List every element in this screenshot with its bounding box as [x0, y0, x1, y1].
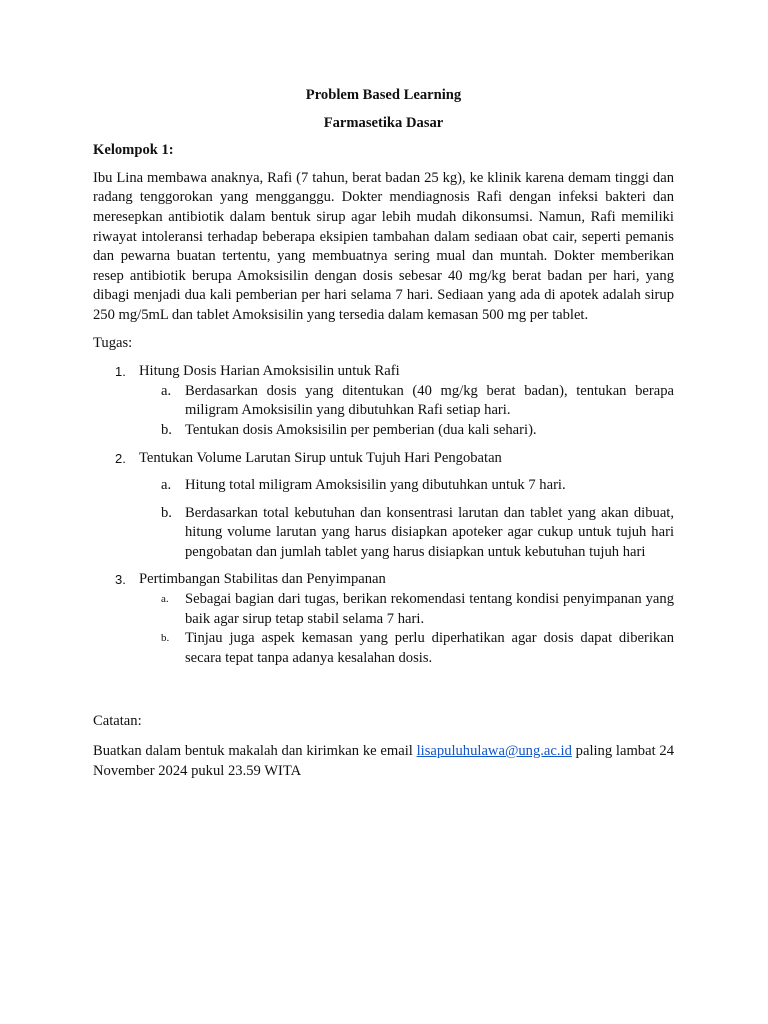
email-link[interactable]: lisapuluhulawa@ung.ac.id — [416, 743, 572, 760]
task-item-2 — [93, 449, 674, 563]
subtask-letter: a. — [161, 382, 172, 399]
subtask-item — [139, 382, 674, 421]
task-text: Hitung Dosis Harian Amoksisilin untuk Rafi — [139, 363, 400, 380]
task-text: Pertimbangan Stabilitas dan Penyimpanan — [139, 571, 386, 588]
subtask-item — [139, 504, 674, 563]
task-item-1 — [93, 362, 674, 440]
subtask-item — [139, 629, 674, 668]
document-title: Problem Based Learning — [305, 87, 462, 103]
subtask-item — [139, 476, 674, 496]
task-number: 2. — [115, 450, 126, 466]
task-item-3 — [93, 570, 674, 668]
subtask-letter: a. — [161, 477, 172, 494]
subtask-text: Hitung total miligram Amoksisilin yang dibutuhkan untuk 7 hari. — [185, 477, 566, 494]
task-number: 3. — [115, 572, 126, 588]
subtask-text: Tinjau juga aspek kemasan yang perlu diperhatikan agar dosis dapat diberikan secara tepat tanpa adanya kesalahan dosis. — [185, 630, 674, 666]
case-paragraph: Ibu Lina membawa anaknya, Rafi (7 tahun, berat badan 25 kg), ke klinik karena demam tinggi dan radang tenggorokan yang mengganggu. Dokter mendiagnosis Rafi dengan infeksi bakteri dan meresepkan antibiotik dalam bentuk sirup agar lebih mudah dikonsumsi. Namun, Rafi memiliki riwayat intoleransi terhadap beberapa eksipien tambahan dalam sediaan obat cair, seperti pemanis dan pewarna buatan tertentu, yang membuatnya sering mual dan muntah. Dokter memberikan resep antibiotik berupa Amoksisilin dengan dosis sebesar 40 mg/kg berat badan per hari, yang dibagi menjadi dua kali pemberian per hari selama 7 hari. Sediaan yang ada di apotek adalah sirup 250 mg/5mL dan tablet Amoksisilin yang tersedia dalam kemasan 500 mg per tablet. — [93, 169, 674, 323]
task-text: Tentukan Volume Larutan Sirup untuk Tujuh Hari Pengobatan — [139, 449, 502, 466]
tasks-label: Tugas: — [93, 334, 133, 351]
instructions-text-before: Buatkan dalam bentuk makalah dan kirimkan ke email — [93, 743, 417, 760]
subtask-item — [139, 590, 674, 629]
subtask-item — [139, 421, 674, 441]
subtask-letter: b. — [161, 632, 170, 645]
subtask-letter: b. — [161, 504, 172, 521]
subtask-letter: b. — [161, 421, 172, 438]
subtask-text: Berdasarkan total kebutuhan dan konsentrasi larutan dan tablet yang akan dibuat, hitung volume larutan yang harus disiapkan apoteker agar cukup untuk tujuh hari pengobatan dan jumlah tablet yang harus disiapkan untuk kebutuhan tujuh hari — [185, 504, 674, 560]
task-list — [93, 362, 674, 668]
subtask-list — [139, 590, 674, 668]
note-label: Catatan: — [93, 713, 142, 730]
task-number: 1. — [115, 364, 126, 380]
spacer — [93, 676, 674, 712]
document-page — [93, 86, 674, 781]
subtask-text: Sebagai bagian dari tugas, berikan rekomendasi tentang kondisi penyimpanan yang baik agar sirup tetap stabil selama 7 hari. — [185, 591, 674, 627]
subtask-text: Tentukan dosis Amoksisilin per pemberian (dua kali sehari). — [185, 421, 537, 438]
submission-instructions — [93, 742, 674, 781]
document-subtitle: Farmasetika Dasar — [323, 114, 444, 131]
instructions-text-after: paling lambat 24 November 2024 pukul 23.59 WITA — [93, 743, 674, 779]
subtask-list — [139, 476, 674, 562]
subtask-list — [139, 382, 674, 441]
subtask-text: Berdasarkan dosis yang ditentukan (40 mg/kg berat badan), tentukan berapa miligram Amoksisilin yang dibutuhkan Rafi setiap hari. — [185, 382, 674, 419]
group-heading: Kelompok 1: — [93, 142, 174, 159]
subtask-letter: a. — [161, 593, 169, 606]
